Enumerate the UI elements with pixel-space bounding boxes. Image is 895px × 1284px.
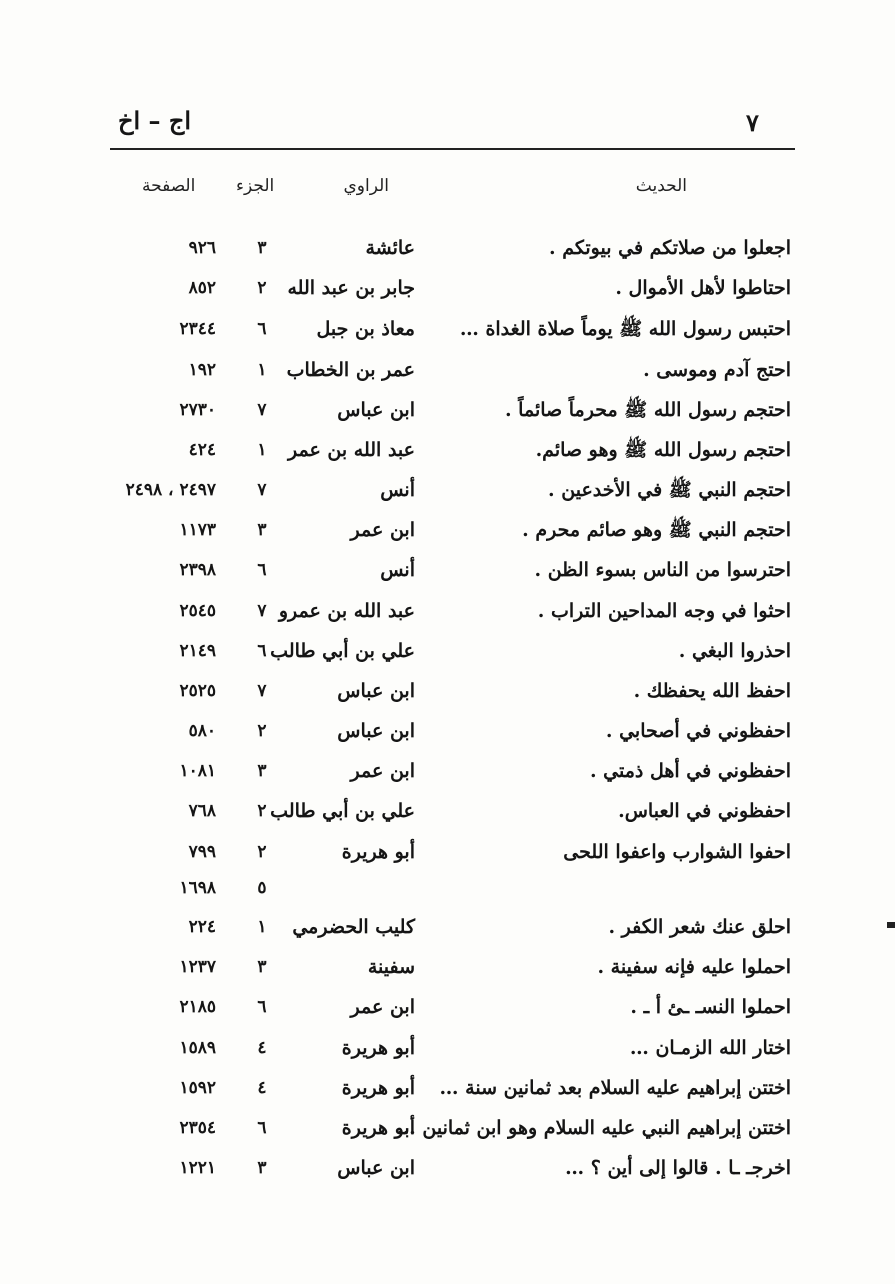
hadith-text: اجعلوا من صلاتكم في بيوتكم . (549, 237, 791, 259)
table-row (0, 834, 895, 870)
narrator-name: جابر بن عبد الله (287, 277, 415, 299)
narrator-name: أبو هريرة (341, 1037, 415, 1059)
table-row (0, 713, 895, 749)
page-number-cell: ٧٦٨ (188, 801, 216, 821)
table-row (0, 989, 895, 1025)
page-number-cell: ١٦٩٨ (179, 878, 216, 898)
table-row (0, 1070, 895, 1106)
page-number-cell: ٢٤٩٧ ، ٢٤٩٨ (125, 480, 216, 500)
table-row (0, 1110, 895, 1146)
table-row (0, 472, 895, 508)
page-number-cell: ١٢٢١ (179, 1158, 216, 1178)
hadith-text: احتجم رسول الله ﷺ محرماً صائماً . (504, 399, 791, 421)
page-number-cell: ١٠٨١ (179, 761, 216, 781)
edge-mark (887, 922, 895, 928)
page-number-cell: ١١٧٣ (179, 520, 216, 540)
hadith-text: احتج آدم وموسى . (643, 359, 791, 381)
table-row (0, 673, 895, 709)
table-row (0, 793, 895, 829)
narrator-name: عائشة (365, 237, 415, 259)
part-number: ٢ (257, 278, 267, 298)
part-number: ٧ (257, 480, 267, 500)
narrator-name: عبد الله بن عمر (288, 439, 415, 461)
page-number-cell: ٢٧٣٠ (179, 400, 216, 420)
narrator-name: كليب الحضرمي (292, 916, 415, 938)
part-number: ٢ (257, 842, 267, 862)
hadith-text: احثوا في وجه المداحين التراب . (537, 600, 791, 622)
narrator-name: علي بن أبي طالب (270, 640, 415, 662)
narrator-name: ابن عمر (350, 996, 415, 1018)
narrator-name: علي بن أبي طالب (270, 800, 415, 822)
hadith-text: احتجم النبي ﷺ في الأخدعين . (548, 479, 791, 501)
table-row (0, 1030, 895, 1066)
table-row (0, 552, 895, 588)
table-row (0, 1150, 895, 1186)
table-row (0, 870, 895, 906)
part-number: ٤ (257, 1078, 267, 1098)
part-number: ٢ (257, 801, 267, 821)
narrator-name: أنس (380, 479, 415, 501)
table-row (0, 633, 895, 669)
part-number: ٦ (257, 319, 267, 339)
hadith-text: احتجم النبي ﷺ وهو صائم محرم . (522, 519, 791, 541)
narrator-name: ابن عمر (350, 760, 415, 782)
page-number-cell: ٢٣٩٨ (179, 560, 216, 580)
narrator-name: ابن عباس (337, 720, 415, 742)
page-number-cell: ٢٥٤٥ (179, 601, 216, 621)
page-number-cell: ٥٨٠ (188, 721, 216, 741)
hadith-text: احفوا الشوارب واعفوا اللحى (563, 841, 791, 863)
table-row (0, 230, 895, 266)
hadith-text: اخرجـ ـا . قالوا إلى أين ؟ … (565, 1157, 791, 1179)
narrator-name: ابن عباس (337, 399, 415, 421)
table-row (0, 352, 895, 388)
hadith-text: احفظوني في أصحابي . (605, 720, 791, 742)
part-number: ٣ (257, 957, 267, 977)
page-number-cell: ٢٣٥٤ (179, 1118, 216, 1138)
part-number: ١ (257, 917, 267, 937)
table-row (0, 909, 895, 945)
page-number-cell: ٤٢٤ (188, 440, 216, 460)
page-number-cell: ١٥٩٢ (179, 1078, 216, 1098)
part-number: ١ (257, 360, 267, 380)
page-number-cell: ٨٥٢ (188, 278, 216, 298)
narrator-name: ابن عمر (350, 519, 415, 541)
hadith-text: احلق عنك شعر الكفر . (608, 916, 791, 938)
hadith-text: احفظ الله يحفظك . (633, 680, 791, 702)
narrator-name: معاذ بن جبل (316, 318, 415, 340)
column-header-part: الجزء (236, 176, 275, 196)
part-number: ٦ (257, 560, 267, 580)
section-range-header: اج – اخ (118, 106, 192, 135)
part-number: ٦ (257, 997, 267, 1017)
part-number: ٦ (257, 1118, 267, 1138)
part-number: ١ (257, 440, 267, 460)
page-number-cell: ٢٥٢٥ (179, 681, 216, 701)
part-number: ٦ (257, 641, 267, 661)
table-row (0, 432, 895, 468)
narrator-name: ابن عباس (337, 680, 415, 702)
column-header-narrator: الراوي (343, 176, 389, 196)
page-number-cell: ٢١٨٥ (179, 997, 216, 1017)
table-row (0, 270, 895, 306)
hadith-text: احذروا البغي . (678, 640, 791, 662)
part-number: ٣ (257, 238, 267, 258)
table-row (0, 392, 895, 428)
part-number: ٥ (257, 878, 267, 898)
hadith-text: اختار الله الزمـان … (629, 1037, 791, 1059)
hadith-text: احملوا النسـ ـئ أ ـ . (630, 996, 791, 1018)
narrator-name: عمر بن الخطاب (286, 359, 415, 381)
page-number-cell: ١٢٣٧ (179, 957, 216, 977)
hadith-text: احترسوا من الناس بسوء الظن . (534, 559, 791, 581)
page-number-cell: ٢١٤٩ (179, 641, 216, 661)
hadith-text: احتجم رسول الله ﷺ وهو صائم. (535, 439, 791, 461)
page-number-cell: ٩٢٦ (188, 238, 216, 258)
narrator-name: عبد الله بن عمرو (278, 600, 415, 622)
hadith-text: احتاطوا لأهل الأموال . (615, 277, 791, 299)
page-number-cell: ٧٩٩ (188, 842, 216, 862)
part-number: ٣ (257, 1158, 267, 1178)
hadith-text: احفظوني في العباس. (618, 800, 791, 822)
table-row (0, 753, 895, 789)
table-row (0, 949, 895, 985)
page-number-cell: ١٥٨٩ (179, 1038, 216, 1058)
narrator-name: سفينة (367, 956, 415, 978)
hadith-text: احفظوني في أهل ذمتي . (589, 760, 791, 782)
hadith-text: اختتن إبراهيم عليه السلام بعد ثمانين سنة … (439, 1077, 791, 1099)
column-header-hadith: الحديث (635, 176, 687, 196)
part-number: ٧ (257, 400, 267, 420)
page-number-cell: ١٩٢ (188, 360, 216, 380)
part-number: ٢ (257, 721, 267, 741)
part-number: ٧ (257, 601, 267, 621)
part-number: ٣ (257, 520, 267, 540)
narrator-name: أنس (380, 559, 415, 581)
table-row (0, 593, 895, 629)
hadith-text: احتبس رسول الله ﷺ يوماً صلاة الغداة … (459, 318, 791, 340)
page-number: ٧ (746, 108, 759, 137)
part-number: ٧ (257, 681, 267, 701)
narrator-name: أبو هريرة (341, 841, 415, 863)
narrator-name: ابن عباس (337, 1157, 415, 1179)
part-number: ٤ (257, 1038, 267, 1058)
table-row (0, 311, 895, 347)
hadith-text: اختتن إبراهيم النبي عليه السلام وهو ابن ثمانين … (396, 1117, 791, 1139)
column-header-page: الصفحة (142, 176, 196, 196)
page-number-cell: ٢٣٤٤ (179, 319, 216, 339)
narrator-name: أبو هريرة (341, 1077, 415, 1099)
narrator-name: أبو هريرة (341, 1117, 415, 1139)
hadith-text: احملوا عليه فإنه سفينة . (597, 956, 791, 978)
page-number-cell: ٢٢٤ (188, 917, 216, 937)
part-number: ٣ (257, 761, 267, 781)
table-row (0, 512, 895, 548)
